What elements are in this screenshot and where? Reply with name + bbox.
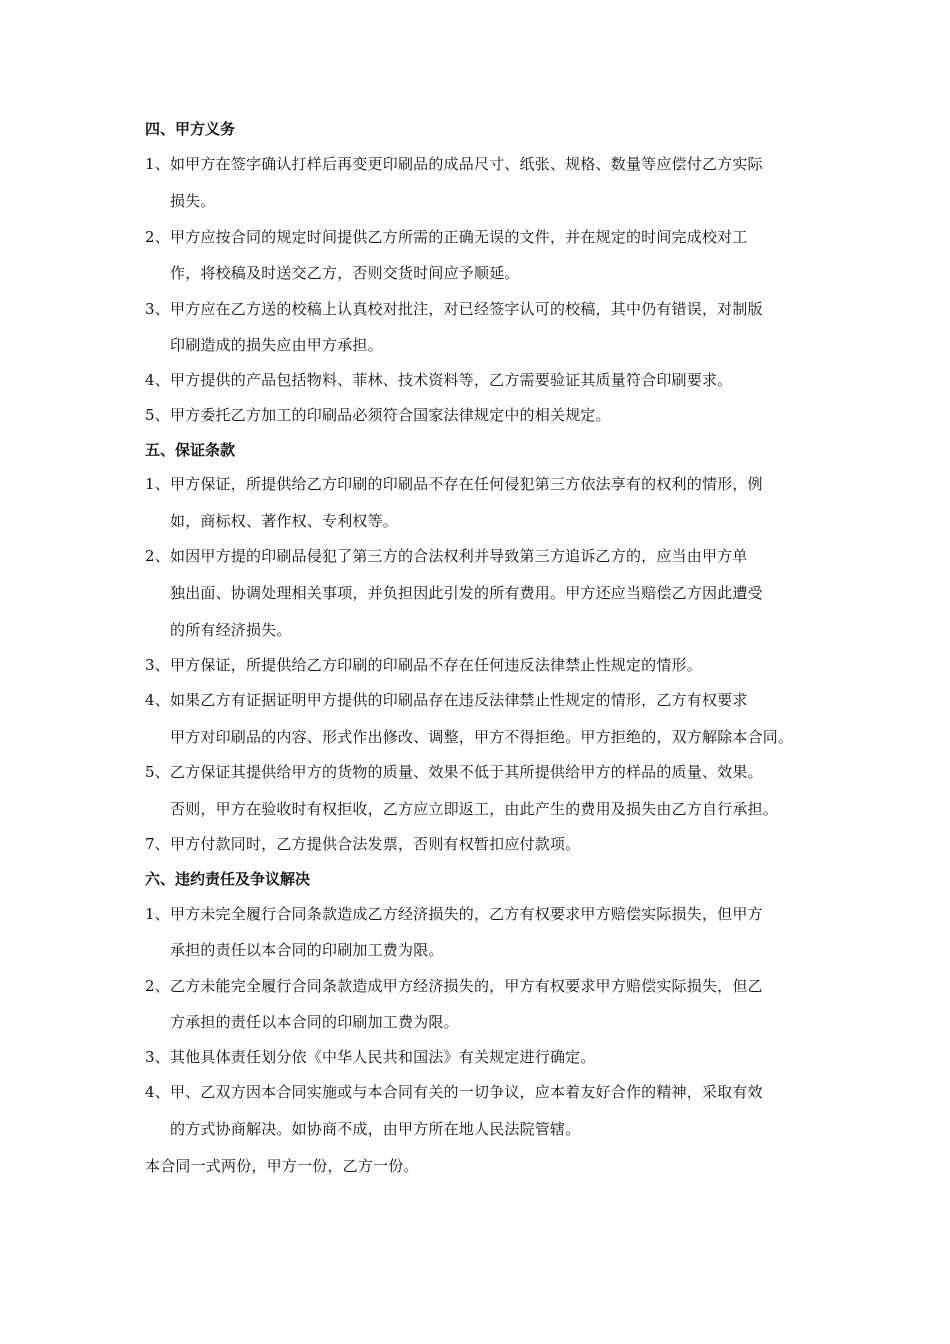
clause-line: 承担的责任以本合同的印刷加工费为限。 (170, 941, 444, 959)
clause-line: 甲方对印刷品的内容、形式作出修改、调整，甲方不得拒绝。甲方拒绝的，双方解除本合同。 (170, 728, 794, 746)
clause-line: 独出面、协调处理相关事项，并负担因此引发的所有费用。甲方还应当赔偿乙方因此遭受 (170, 584, 763, 602)
clause-line: 5、乙方保证其提供给甲方的货物的质量、效果不低于其所提供给甲方的样品的质量、效果。 (145, 763, 763, 781)
clause-line: 2、乙方未能完全履行合同条款造成甲方经济损失的，甲方有权要求甲方赔偿实际损失，但乙 (145, 977, 763, 995)
clause-line: 4、甲方提供的产品包括物料、菲林、技术资料等，乙方需要验证其质量符合印刷要求。 (145, 371, 733, 389)
clause-line: 作，将校稿及时送交乙方，否则交货时间应予顺延。 (170, 264, 520, 282)
clause-line: 的方式协商解决。如协商不成，由甲方所在地人民法院管辖。 (170, 1120, 581, 1138)
clause-line: 2、甲方应按合同的规定时间提供乙方所需的正确无误的文件，并在规定的时间完成校对工 (145, 228, 748, 246)
clause-line: 1、如甲方在签字确认打样后再变更印刷品的成品尺寸、纸张、规格、数量等应偿付乙方实际 (145, 155, 763, 173)
clause-line: 3、甲方保证，所提供给乙方印刷的印刷品不存在任何违反法律禁止性规定的情形。 (145, 656, 702, 674)
clause-line: 1、甲方保证，所提供给乙方印刷的印刷品不存在任何侵犯第三方依法享有的权利的情形，例 (145, 475, 763, 493)
clause-line: 4、甲、乙双方因本合同实施或与本合同有关的一切争议，应本着友好合作的精神，采取有效 (145, 1083, 763, 1101)
clause-line: 5、甲方委托乙方加工的印刷品必须符合国家法律规定中的相关规定。 (145, 406, 611, 424)
clause-line: 否则，甲方在验收时有权拒收，乙方应立即返工，由此产生的费用及损失由乙方自行承担。 (170, 800, 779, 818)
section-heading: 六、违约责任及争议解决 (145, 870, 311, 888)
clause-line: 如，商标权、著作权、专利权等。 (170, 512, 399, 530)
clause-line: 损失。 (170, 192, 216, 210)
clause-line: 的所有经济损失。 (170, 621, 292, 639)
clause-line: 3、其他具体责任划分依《中华人民共和国法》有关规定进行确定。 (145, 1048, 596, 1066)
clause-line: 3、甲方应在乙方送的校稿上认真校对批注，对已经签字认可的校稿，其中仍有错误，对制版 (145, 300, 763, 318)
clause-line: 印刷造成的损失应由甲方承担。 (170, 336, 383, 354)
clause-line: 2、如因甲方提的印刷品侵犯了第三方的合法权利并导致第三方追诉乙方的，应当由甲方单 (145, 547, 748, 565)
section-heading: 五、保证条款 (145, 441, 236, 459)
clause-line: 7、甲方付款同时，乙方提供合法发票，否则有权暂扣应付款项。 (145, 835, 581, 853)
section-heading: 四、甲方义务 (145, 120, 236, 138)
clause-line: 1、甲方未完全履行合同条款造成乙方经济损失的，乙方有权要求甲方赔偿实际损失，但甲方 (145, 905, 763, 923)
clause-line: 方承担的责任以本合同的印刷加工费为限。 (170, 1013, 459, 1031)
closing-statement: 本合同一式两份，甲方一份，乙方一份。 (145, 1157, 419, 1175)
clause-line: 4、如果乙方有证据证明甲方提供的印刷品存在违反法律禁止性规定的情形，乙方有权要求 (145, 691, 748, 709)
